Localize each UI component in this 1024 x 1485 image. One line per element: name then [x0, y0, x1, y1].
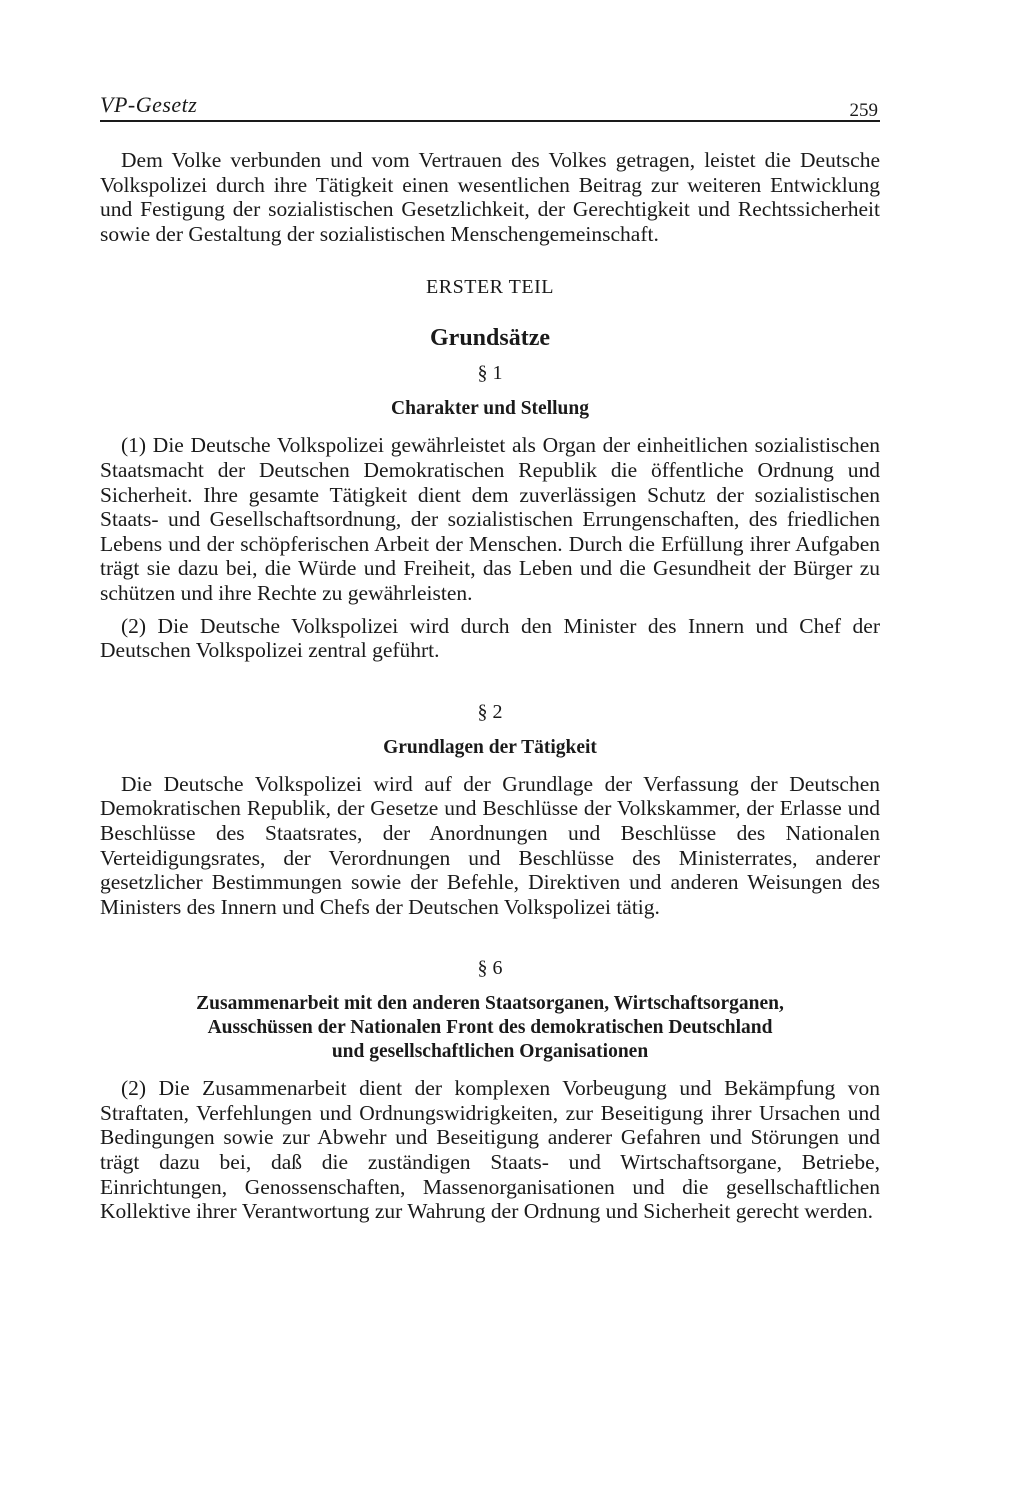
running-title: VP-Gesetz	[100, 92, 198, 117]
section-heading: Grundlagen der Tätigkeit	[383, 736, 597, 758]
chapter-title: Grundsätze	[430, 325, 550, 352]
section-heading-line: Zusammenarbeit mit den anderen Staatsorganen, Wirtschaftsorganen,	[196, 993, 784, 1015]
section-number: § 6	[477, 957, 503, 980]
section-paragraph: (1) Die Deutsche Volkspolizei gewährleistet als Organ der einheitlichen sozialistischen Staatsmacht der Deutschen Demokratischen Republik die öffentliche Ordnung und Sicherheit. Ihre gesamte Tätigkeit dient dem zuverlässigen Schutz der sozialistischen Staats- und Gesellschaftsordnung, der sozialistischen Errungenschaften, des friedlichen Lebens und der schöpferischen Arbeit der Menschen. Durch die Erfüllung ihrer Aufgaben trägt sie dazu bei, die Würde und Freiheit, das Leben und die Gesundheit der Bürger zu schützen und ihre Rechte zu gewährleisten.	[100, 433, 880, 605]
section-number: § 2	[477, 700, 503, 723]
preamble-paragraph: Dem Volke verbunden und vom Vertrauen des Volkes getragen, leistet die Deutsche Volkspolizei durch ihre Tätigkeit einen wesentlichen Beitrag zur weiteren Entwicklung und Festigung der sozialistischen Gesetzlichkeit, der Gerechtigkeit und Rechtssicherheit sowie der Gestaltung der sozialistischen Menschengemeinschaft.	[100, 148, 880, 246]
running-header	[100, 80, 880, 122]
section-paragraph: Die Deutsche Volkspolizei wird auf der Grundlage der Verfassung der Deutschen Demokratischen Republik, der Gesetze und Beschlüsse der Volkskammer, der Erlasse und Beschlüsse des Staatsrates, der Anordnungen und Beschlüsse des Nationalen Verteidigungsrates, der Verordnungen und Beschlüsse des Ministerrates, anderer gesetzlicher Bestimmungen sowie der Befehle, Direktiven und anderen Weisungen des Ministers des Innern und Chefs der Deutschen Volkspolizei tätig.	[100, 771, 880, 919]
section-paragraph: (2) Die Zusammenarbeit dient der komplexen Vorbeugung und Bekämpfung von Straftaten, Verfehlungen und Ordnungswidrigkeiten, zur Beseitigung ihrer Ursachen und Bedingungen sowie zur Abwehr und Beseitigung anderer Gefahren und Störungen und trägt dazu bei, daß die zuständigen Staats- und Wirtschaftsorgane, Betriebe, Einrichtungen, Genossenschaften, Massenorganisationen und die gesellschaftlichen Kollektive ihrer Verantwortung zur Wahrung der Ordnung und Sicherheit gerecht werden.	[100, 1076, 880, 1224]
part-title: ERSTER TEIL	[426, 276, 554, 299]
section-number: § 1	[477, 362, 503, 385]
section-heading	[100, 992, 880, 1064]
document-page	[100, 80, 880, 1224]
section-6	[100, 957, 880, 1224]
section-2	[100, 701, 880, 920]
section-heading-line: Ausschüssen der Nationalen Front des demokratischen Deutschland	[207, 1017, 773, 1039]
section-heading: Charakter und Stellung	[391, 398, 589, 420]
section-paragraph: (2) Die Deutsche Volkspolizei wird durch den Minister des Innern und Chef der Deutschen Volkspolizei zentral geführt.	[100, 613, 880, 663]
section-heading-line: und gesellschaftlichen Organisationen	[331, 1041, 649, 1063]
page-number: 259	[849, 100, 878, 121]
section-1	[100, 362, 880, 662]
